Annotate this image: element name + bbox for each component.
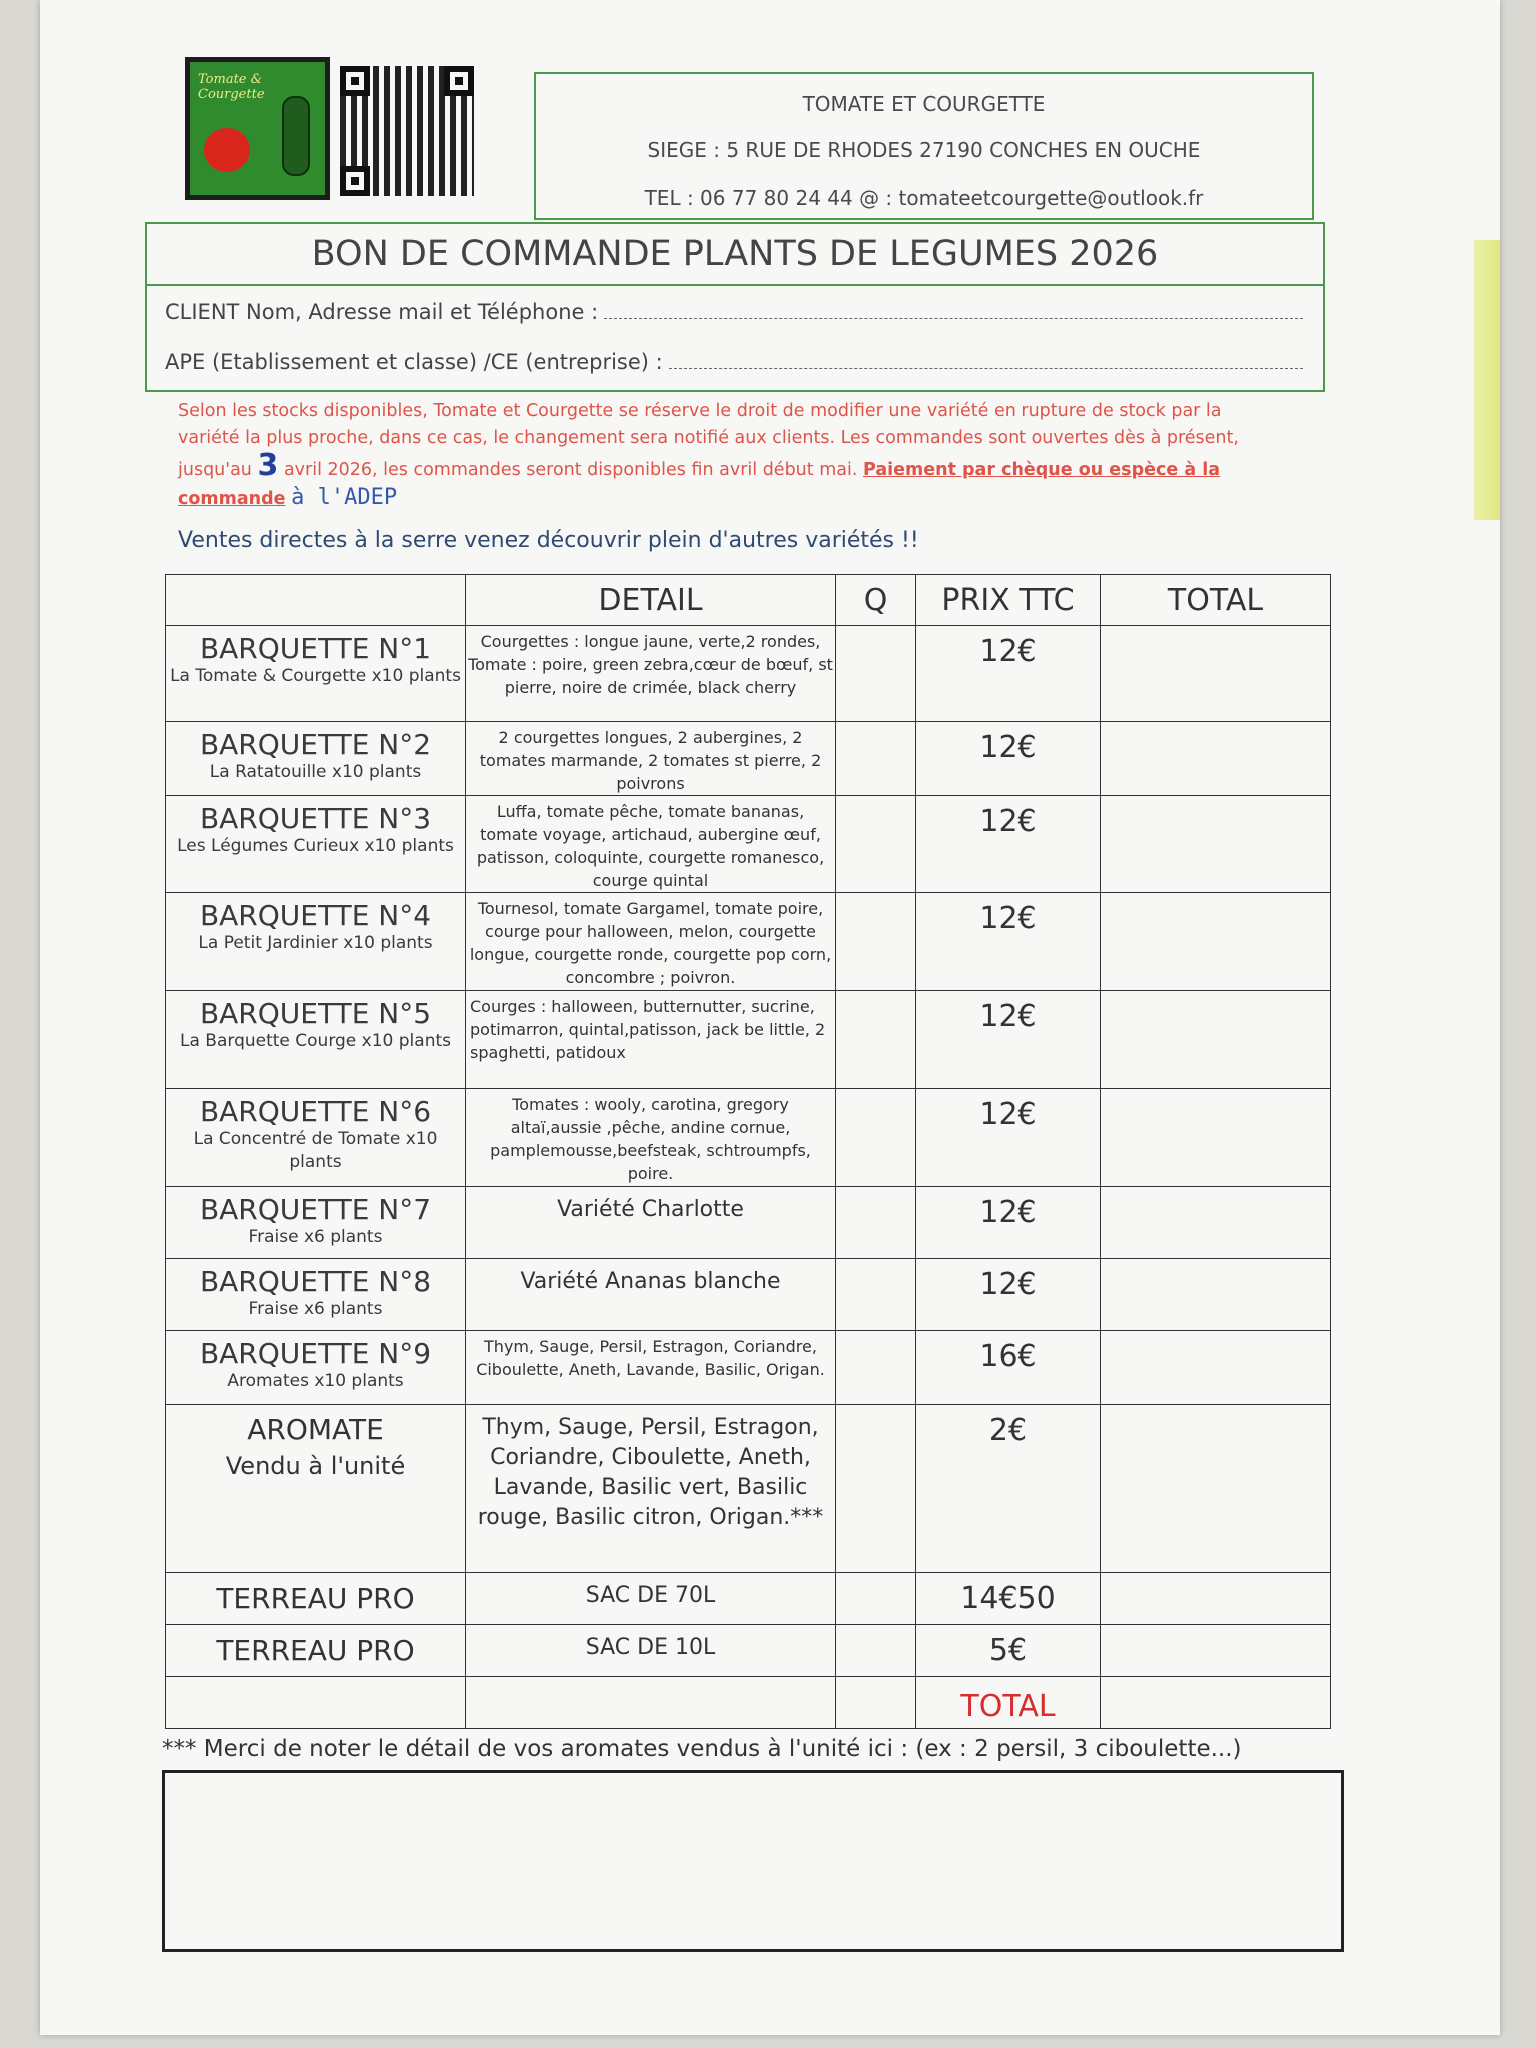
- paper-edge-stripe: [1474, 240, 1500, 520]
- courgette-icon: [282, 96, 310, 176]
- table-row: [166, 1259, 1331, 1331]
- price-cell: 5€: [916, 1625, 1101, 1677]
- product-detail: Courgettes : longue jaune, verte,2 rondes, Tomate : poire, green zebra,cœur de bœuf, st pierre, noire de crimée, black cherry: [466, 626, 836, 722]
- total-cell[interactable]: [1101, 1625, 1331, 1677]
- client-blank-line[interactable]: [604, 317, 1303, 319]
- total-cell[interactable]: [1101, 1331, 1331, 1405]
- qr-code-icon[interactable]: [340, 66, 474, 196]
- product-sub: Fraise x6 plants: [248, 1227, 383, 1247]
- handwritten-note: à l'ADEP: [291, 485, 398, 510]
- product-sub: Fraise x6 plants: [248, 1299, 383, 1319]
- product-cell: [166, 626, 466, 722]
- table-row: [166, 1405, 1331, 1573]
- order-table: [165, 574, 1331, 1729]
- empty-cell: [466, 1677, 836, 1729]
- product-name: BARQUETTE N°6: [199, 1095, 432, 1128]
- product-name: BARQUETTE N°4: [199, 899, 432, 932]
- qty-cell[interactable]: [836, 1573, 916, 1625]
- price-cell: 12€: [916, 626, 1101, 722]
- price-cell: 12€: [916, 722, 1101, 796]
- header-total: TOTAL: [1101, 575, 1331, 626]
- notice-text-2: avril 2026, les commandes seront disponibles fin avril début mai.: [283, 460, 858, 480]
- table-row: [166, 722, 1331, 796]
- qty-cell[interactable]: [836, 893, 916, 991]
- aromate-footnote: *** Merci de noter le détail de vos aromates vendus à l'unité ici : (ex : 2 persil, 3 ciboulette...): [162, 1736, 1242, 1762]
- product-detail: SAC DE 10L: [466, 1625, 836, 1677]
- qty-cell[interactable]: [836, 1405, 916, 1573]
- company-name: TOMATE ET COURGETTE: [802, 92, 1046, 116]
- header-name: [166, 575, 466, 626]
- total-cell[interactable]: [1101, 796, 1331, 893]
- qr-finder-icon: [340, 166, 370, 196]
- company-logo: [185, 57, 330, 200]
- price-cell: 16€: [916, 1331, 1101, 1405]
- product-detail: SAC DE 70L: [466, 1573, 836, 1625]
- product-detail: Variété Ananas blanche: [466, 1259, 836, 1331]
- total-label: TOTAL: [916, 1677, 1101, 1729]
- price-cell: 12€: [916, 1089, 1101, 1187]
- table-row: [166, 1625, 1331, 1677]
- product-cell: [166, 1187, 466, 1259]
- table-row: [166, 626, 1331, 722]
- product-detail: Thym, Sauge, Persil, Estragon, Coriandre, Ciboulette, Aneth, Lavande, Basilic vert, Basilic rouge, Basilic citron, Origan.***: [466, 1405, 836, 1573]
- qty-cell[interactable]: [836, 1187, 916, 1259]
- product-cell: [166, 1259, 466, 1331]
- product-name: TERREAU PRO: [166, 1573, 466, 1625]
- total-cell[interactable]: [1101, 722, 1331, 796]
- table-row: [166, 796, 1331, 893]
- notice-text-1: Selon les stocks disponibles, Tomate et Courgette se réserve le droit de modifier une variété en rupture de stock par la variété la plus proche, dans ce cas, le changement sera notifié aux clients. Les commandes sont ouvertes dès à présent, jusqu'au: [178, 401, 1239, 480]
- total-cell[interactable]: [1101, 1089, 1331, 1187]
- ape-field[interactable]: [165, 350, 1303, 374]
- total-cell[interactable]: [1101, 626, 1331, 722]
- product-detail: Luffa, tomate pêche, tomate bananas, tomate voyage, artichaud, aubergine œuf, patisson, coloquinte, courgette romanesco, courge quintal: [466, 796, 836, 893]
- qty-cell[interactable]: [836, 1259, 916, 1331]
- price-cell: 14€50: [916, 1573, 1101, 1625]
- table-row: [166, 1089, 1331, 1187]
- product-detail: 2 courgettes longues, 2 aubergines, 2 tomates marmande, 2 tomates st pierre, 2 poivrons: [466, 722, 836, 796]
- stock-notice: [178, 398, 1248, 513]
- product-cell: [166, 1331, 466, 1405]
- price-cell: 12€: [916, 796, 1101, 893]
- table-header-row: [166, 575, 1331, 626]
- price-cell: 12€: [916, 1187, 1101, 1259]
- handwritten-day: 3: [257, 448, 279, 483]
- product-name: AROMATE: [247, 1413, 384, 1446]
- ape-label: APE (Etablissement et classe) /CE (entreprise) :: [165, 350, 663, 374]
- qr-finder-icon: [340, 66, 370, 96]
- product-detail: Variété Charlotte: [466, 1187, 836, 1259]
- tomato-icon: [204, 128, 250, 172]
- qty-cell[interactable]: [836, 1089, 916, 1187]
- product-name: BARQUETTE N°7: [199, 1193, 432, 1226]
- company-header: [534, 72, 1314, 220]
- product-name: BARQUETTE N°1: [199, 632, 432, 665]
- client-field[interactable]: [165, 300, 1303, 324]
- product-sub: La Barquette Courge x10 plants: [180, 1031, 451, 1051]
- product-name: BARQUETTE N°2: [199, 728, 432, 761]
- product-sub: Les Légumes Curieux x10 plants: [177, 836, 454, 856]
- qr-finder-icon: [444, 66, 474, 96]
- empty-cell: [836, 1677, 916, 1729]
- total-cell[interactable]: [1101, 1259, 1331, 1331]
- product-detail: Tournesol, tomate Gargamel, tomate poire, courge pour halloween, melon, courgette longue, courgette ronde, courgette pop corn, concombre ; poivron.: [466, 893, 836, 991]
- price-cell: 12€: [916, 1259, 1101, 1331]
- company-address: SIEGE : 5 RUE DE RHODES 27190 CONCHES EN OUCHE: [647, 138, 1201, 162]
- product-detail: Tomates : wooly, carotina, gregory altaï,aussie ,pêche, andine cornue, pamplemousse,beefsteak, schtroumpfs, poire.: [466, 1089, 836, 1187]
- product-cell: [166, 893, 466, 991]
- qty-cell[interactable]: [836, 1625, 916, 1677]
- ape-blank-line[interactable]: [669, 367, 1303, 369]
- product-name: TERREAU PRO: [166, 1625, 466, 1677]
- total-cell[interactable]: [1101, 1573, 1331, 1625]
- product-detail: Thym, Sauge, Persil, Estragon, Coriandre, Ciboulette, Aneth, Lavande, Basilic, Origan.: [466, 1331, 836, 1405]
- table-row: [166, 991, 1331, 1089]
- qty-cell[interactable]: [836, 626, 916, 722]
- product-name: BARQUETTE N°3: [199, 802, 432, 835]
- product-detail: Courges : halloween, butternutter, sucrine, potimarron, quintal,patisson, jack be little, 2 spaghetti, patidoux: [466, 991, 836, 1089]
- total-cell[interactable]: [1101, 991, 1331, 1089]
- product-cell: [166, 1089, 466, 1187]
- empty-cell: [166, 1677, 466, 1729]
- page-title: BON DE COMMANDE PLANTS DE LEGUMES 2026: [147, 224, 1323, 286]
- table-row: [166, 1331, 1331, 1405]
- grand-total-cell[interactable]: [1101, 1677, 1331, 1729]
- table-row: [166, 893, 1331, 991]
- product-name: BARQUETTE N°5: [199, 997, 432, 1030]
- payment-terms: Paiement par chèque ou espèce à la commande: [178, 460, 1221, 509]
- product-sub: La Tomate & Courgette x10 plants: [170, 666, 461, 686]
- qty-cell[interactable]: [836, 991, 916, 1089]
- qty-cell[interactable]: [836, 1331, 916, 1405]
- product-sub: La Petit Jardinier x10 plants: [198, 933, 433, 953]
- product-cell: [166, 796, 466, 893]
- product-cell: [166, 722, 466, 796]
- qty-cell[interactable]: [836, 722, 916, 796]
- total-cell[interactable]: [1101, 1405, 1331, 1573]
- price-cell: 12€: [916, 893, 1101, 991]
- table-total-row: [166, 1677, 1331, 1729]
- product-sub: Vendu à l'unité: [225, 1452, 406, 1480]
- product-cell: [166, 991, 466, 1089]
- company-contact: TEL : 06 77 80 24 44 @ : tomateetcourgette@outlook.fr: [644, 186, 1204, 210]
- total-cell[interactable]: [1101, 893, 1331, 991]
- header-qty: Q: [836, 575, 916, 626]
- table-row: [166, 1573, 1331, 1625]
- header-price: PRIX TTC: [916, 575, 1101, 626]
- qty-cell[interactable]: [836, 796, 916, 893]
- total-cell[interactable]: [1101, 1187, 1331, 1259]
- product-sub: La Ratatouille x10 plants: [209, 762, 422, 782]
- product-cell: [166, 1405, 466, 1573]
- price-cell: 12€: [916, 991, 1101, 1089]
- price-cell: 2€: [916, 1405, 1101, 1573]
- direct-sales-note: Ventes directes à la serre venez découvrir plein d'autres variétés !!: [178, 528, 919, 553]
- header-detail: DETAIL: [466, 575, 836, 626]
- logo-brand-text: Tomate & Courgette: [198, 72, 265, 102]
- product-name: BARQUETTE N°9: [199, 1337, 432, 1370]
- aromate-notes-box[interactable]: [162, 1770, 1344, 1952]
- product-sub: La Concentré de Tomate x10 plants: [193, 1129, 438, 1172]
- product-name: BARQUETTE N°8: [199, 1265, 432, 1298]
- form-title-box: [145, 222, 1325, 392]
- client-label: CLIENT Nom, Adresse mail et Téléphone :: [165, 300, 599, 324]
- product-sub: Aromates x10 plants: [227, 1371, 404, 1391]
- table-row: [166, 1187, 1331, 1259]
